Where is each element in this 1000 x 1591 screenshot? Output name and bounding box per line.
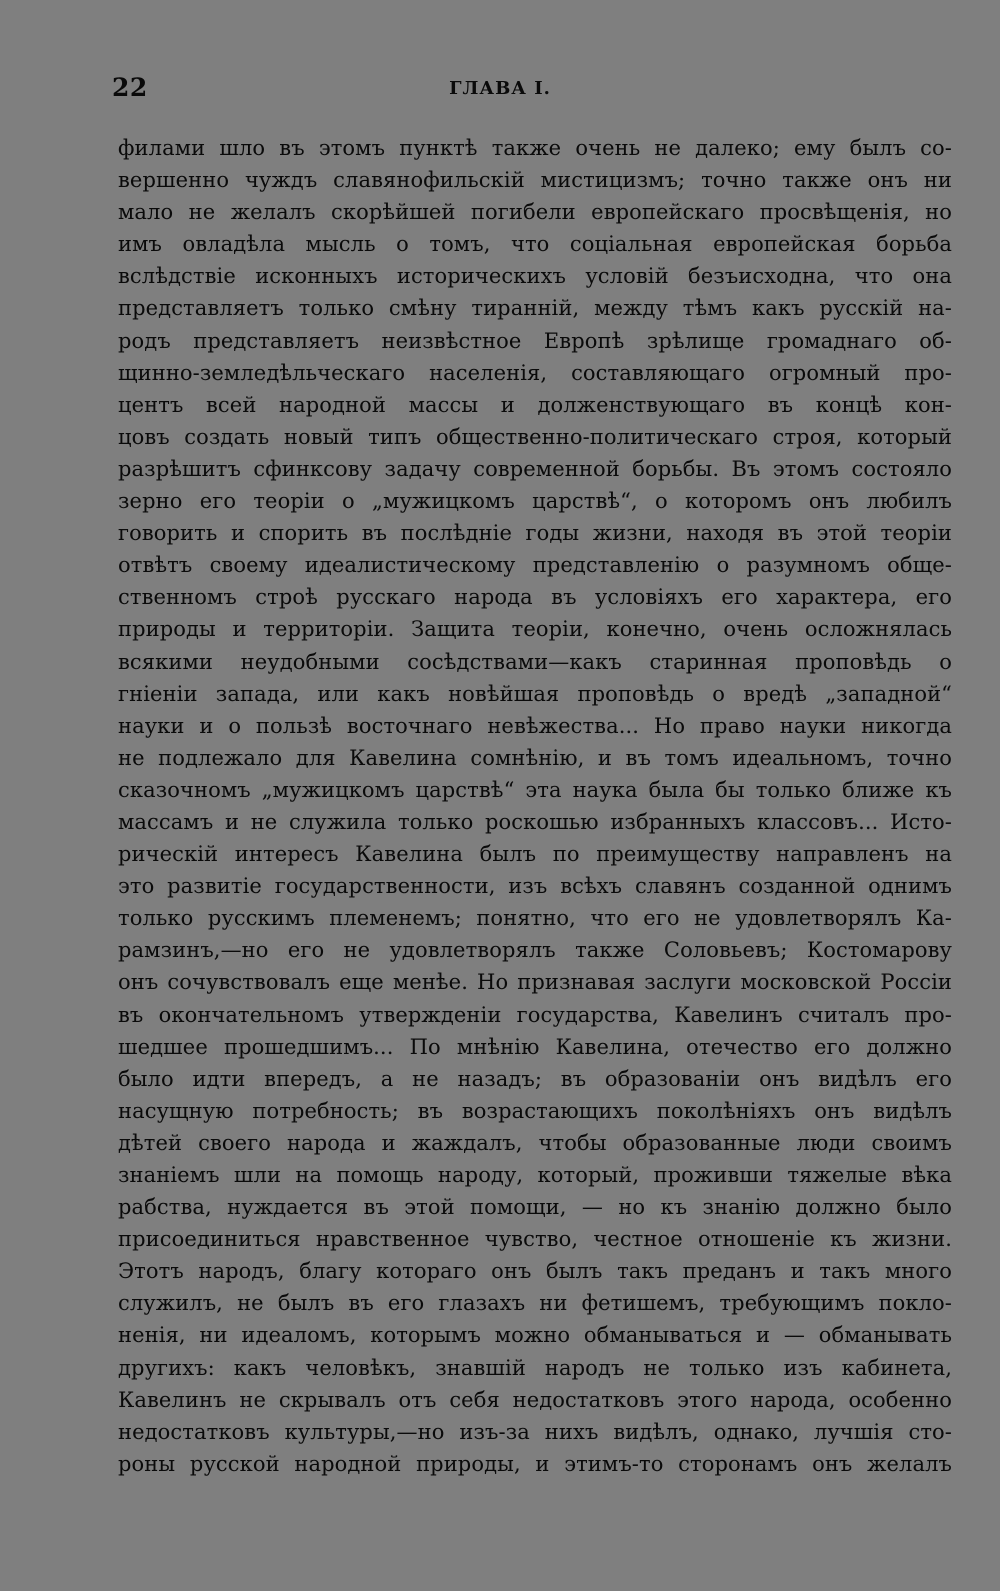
text-line: шедшее прошедшимъ... По мнѣнію Кавелина, отечество его должно <box>118 1034 952 1059</box>
text-line: это развитіе государственности, изъ всѣхъ славянъ созданной однимъ <box>118 874 952 899</box>
text-line: природы и территоріи. Защита теоріи, конечно, очень осложнялась <box>118 617 952 642</box>
text-line: щинно-земледѣльческаго населенія, составляющаго огромный про- <box>118 360 952 385</box>
text-line: науки и о пользѣ восточнаго невѣжества... Но право науки никогда <box>118 713 952 738</box>
text-line: сказочномъ „мужицкомъ царствѣ“ эта наука была бы только ближе къ <box>118 777 952 802</box>
text-line: въ окончательномъ утвержденіи государства, Кавелинъ считалъ про- <box>118 1002 952 1027</box>
text-line: гніеніи запада, или какъ новѣйшая проповѣдь о вредѣ „западной“ <box>118 681 952 706</box>
text-line: было идти впередъ, а не назадъ; въ образованіи онъ видѣлъ его <box>118 1066 952 1091</box>
text-line: говорить и спорить въ послѣдніе годы жизни, находя въ этой теоріи <box>118 521 952 546</box>
text-line: онъ сочувствовалъ еще менѣе. Но признавая заслуги московской Россіи <box>118 970 952 995</box>
text-line: всякими неудобными сосѣдствами—какъ старинная проповѣдь о <box>118 649 952 674</box>
text-line: отвѣтъ своему идеалистическому представленію о разумномъ обще- <box>118 553 952 578</box>
text-line: ственномъ строѣ русскаго народа въ условіяхъ его характера, его <box>118 585 952 610</box>
text-line: только русскимъ племенемъ; понятно, что его не удовлетворялъ Ка- <box>118 906 952 931</box>
text-line: не подлежало для Кавелина сомнѣнію, и въ томъ идеальномъ, точно <box>118 745 952 770</box>
text-line: знаніемъ шли на помощь народу, который, проживши тяжелые вѣка <box>118 1163 952 1187</box>
text-line: вершенно чуждъ славянофильскій мистицизмъ; точно также онъ ни <box>118 168 952 193</box>
text-line: роны русской народной природы, и этимъ-то сторонамъ онъ желалъ <box>118 1451 952 1476</box>
text-line: служилъ, не былъ въ его глазахъ ни фетишемъ, требующимъ покло- <box>118 1291 952 1316</box>
text-line: ненія, ни идеаломъ, которымъ можно обманываться и — обманывать <box>118 1323 952 1348</box>
text-line: недостатковъ культуры,—но изъ-за нихъ видѣлъ, однако, лучшія сто- <box>118 1419 952 1444</box>
running-head: ГЛАВА I. <box>449 78 551 99</box>
text-line: рабства, нуждается въ этой помощи, — но къ знанію должно было <box>118 1195 952 1220</box>
text-line: центъ всей народной массы и долженствующаго въ концѣ кон- <box>118 392 952 417</box>
text-line: Этотъ народъ, благу котораго онъ былъ такъ преданъ и такъ много <box>118 1259 952 1284</box>
text-line: филами шло въ этомъ пунктѣ также очень не далеко; ему былъ со- <box>118 136 952 160</box>
text-line: рамзинъ,—но его не удовлетворялъ также Соловьевъ; Костомарову <box>118 938 952 963</box>
text-line: разрѣшитъ сфинксову задачу современной борьбы. Въ этомъ состояло <box>118 456 952 481</box>
body-text <box>118 132 952 1480</box>
page-number: 22 <box>112 73 148 102</box>
text-line: массамъ и не служила только роскошью избранныхъ классовъ... Исто- <box>118 809 952 834</box>
text-line: мало не желалъ скорѣйшей погибели европейскаго просвѣщенія, но <box>118 200 952 225</box>
text-line: рическій интересъ Кавелина былъ по преимуществу направленъ на <box>118 842 952 867</box>
text-line: присоединиться нравственное чувство, честное отношеніе къ жизни. <box>118 1227 952 1252</box>
text-line: другихъ: какъ человѣкъ, знавшій народъ не только изъ кабинета, <box>118 1355 952 1380</box>
text-line: насущную потребность; въ возрастающихъ поколѣніяхъ онъ видѣлъ <box>118 1098 952 1123</box>
text-line: зерно его теоріи о „мужицкомъ царствѣ“, о которомъ онъ любилъ <box>118 489 952 514</box>
text-line: цовъ создать новый типъ общественно-политическаго строя, который <box>118 424 952 449</box>
text-line: Кавелинъ не скрывалъ отъ себя недостатковъ этого народа, особенно <box>118 1387 952 1412</box>
text-line: вслѣдствіе исконныхъ историческихъ условій безъисходна, что она <box>118 264 952 289</box>
text-line: родъ представляетъ неизвѣстное Европѣ зрѣлище громаднаго об- <box>118 328 952 353</box>
text-line: дѣтей своего народа и жаждалъ, чтобы образованные люди своимъ <box>118 1130 952 1155</box>
text-line: имъ овладѣла мысль о томъ, что соціальная европейская борьба <box>118 232 952 257</box>
text-line: представляетъ только смѣну тиранній, между тѣмъ какъ русскій на- <box>118 296 952 321</box>
